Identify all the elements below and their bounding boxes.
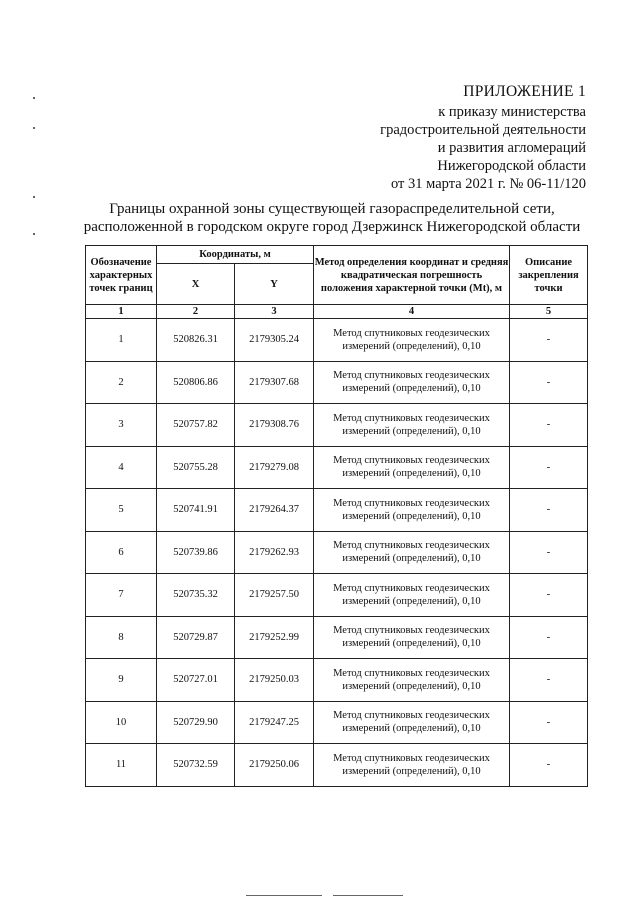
description: - [510,531,588,574]
document-title-line: расположенной в городском округе город Дзержинск Нижегородской области [83,219,581,235]
header-coordinates: Координаты, м [157,246,314,264]
method-text: Метод спутниковых геодезических измерений (определений), 0,10 [314,616,510,659]
point-number: 6 [86,531,157,574]
table-row [86,701,588,744]
method-text: Метод спутниковых геодезических измерений (определений), 0,10 [314,361,510,404]
coord-y: 2179264.37 [235,489,314,532]
coord-y: 2179279.08 [235,446,314,489]
method-text: Метод спутниковых геодезических измерений (определений), 0,10 [314,744,510,787]
point-number: 10 [86,701,157,744]
coord-y: 2179252.99 [235,616,314,659]
coord-x: 520729.87 [157,616,235,659]
table-row [86,489,588,532]
table-row [86,446,588,489]
appendix-line: Нижегородской области [437,158,586,174]
point-number: 11 [86,744,157,787]
table-row [86,319,588,362]
point-number: 1 [86,319,157,362]
document-title [80,200,584,236]
coord-y: 2179257.50 [235,574,314,617]
description: - [510,319,588,362]
table-row [86,361,588,404]
coord-x: 520739.86 [157,531,235,574]
coord-x: 520729.90 [157,701,235,744]
coord-y: 2179247.25 [235,701,314,744]
appendix-line: к приказу министерства [438,104,586,120]
coordinates-table [85,245,588,787]
coord-y: 2179305.24 [235,319,314,362]
coord-x: 520735.32 [157,574,235,617]
header-x: X [157,264,235,305]
point-number: 9 [86,659,157,702]
description: - [510,744,588,787]
description: - [510,446,588,489]
coord-y: 2179250.03 [235,659,314,702]
table-row [86,744,588,787]
coord-y: 2179308.76 [235,404,314,447]
coord-x: 520741.91 [157,489,235,532]
coord-y: 2179262.93 [235,531,314,574]
table-row [86,574,588,617]
method-text: Метод спутниковых геодезических измерений (определений), 0,10 [314,446,510,489]
coord-y: 2179307.68 [235,361,314,404]
appendix-line: градостроительной деятельности [380,122,586,138]
point-number: 5 [86,489,157,532]
column-number: 3 [235,305,314,319]
method-text: Метод спутниковых геодезических измерений (определений), 0,10 [314,659,510,702]
appendix-header [286,83,586,193]
description: - [510,361,588,404]
appendix-line: и развития агломераций [437,140,586,156]
coord-x: 520757.82 [157,404,235,447]
coord-x: 520826.31 [157,319,235,362]
header-point-designation: Обозначение характерных точек границ [86,246,157,305]
column-number: 5 [510,305,588,319]
method-text: Метод спутниковых геодезических измерений (определений), 0,10 [314,489,510,532]
method-text: Метод спутниковых геодезических измерений (определений), 0,10 [314,531,510,574]
point-number: 7 [86,574,157,617]
header-method: Метод определения координат и средняя квадратическая погрешность положения характерной точки (Mt), м [314,246,510,305]
description: - [510,404,588,447]
table-row [86,531,588,574]
description: - [510,659,588,702]
description: - [510,701,588,744]
header-description: Описание закрепления точки [510,246,588,305]
footer-divider [333,895,403,896]
column-number: 2 [157,305,235,319]
appendix-title: ПРИЛОЖЕНИЕ 1 [463,83,586,100]
table-row [86,616,588,659]
point-number: 2 [86,361,157,404]
method-text: Метод спутниковых геодезических измерений (определений), 0,10 [314,701,510,744]
appendix-line: от 31 марта 2021 г. № 06-11/120 [390,176,586,192]
method-text: Метод спутниковых геодезических измерений (определений), 0,10 [314,319,510,362]
point-number: 8 [86,616,157,659]
coord-x: 520732.59 [157,744,235,787]
column-number: 1 [86,305,157,319]
document-title-line: Границы охранной зоны существующей газораспределительной сети, [109,201,555,217]
method-text: Метод спутниковых геодезических измерений (определений), 0,10 [314,574,510,617]
coord-x: 520755.28 [157,446,235,489]
coord-x: 520727.01 [157,659,235,702]
column-number: 4 [314,305,510,319]
description: - [510,574,588,617]
point-number: 3 [86,404,157,447]
method-text: Метод спутниковых геодезических измерений (определений), 0,10 [314,404,510,447]
coord-x: 520806.86 [157,361,235,404]
footer-divider [246,895,322,896]
header-y: Y [235,264,314,305]
description: - [510,616,588,659]
table-row [86,659,588,702]
coord-y: 2179250.06 [235,744,314,787]
description: - [510,489,588,532]
point-number: 4 [86,446,157,489]
table-row [86,404,588,447]
